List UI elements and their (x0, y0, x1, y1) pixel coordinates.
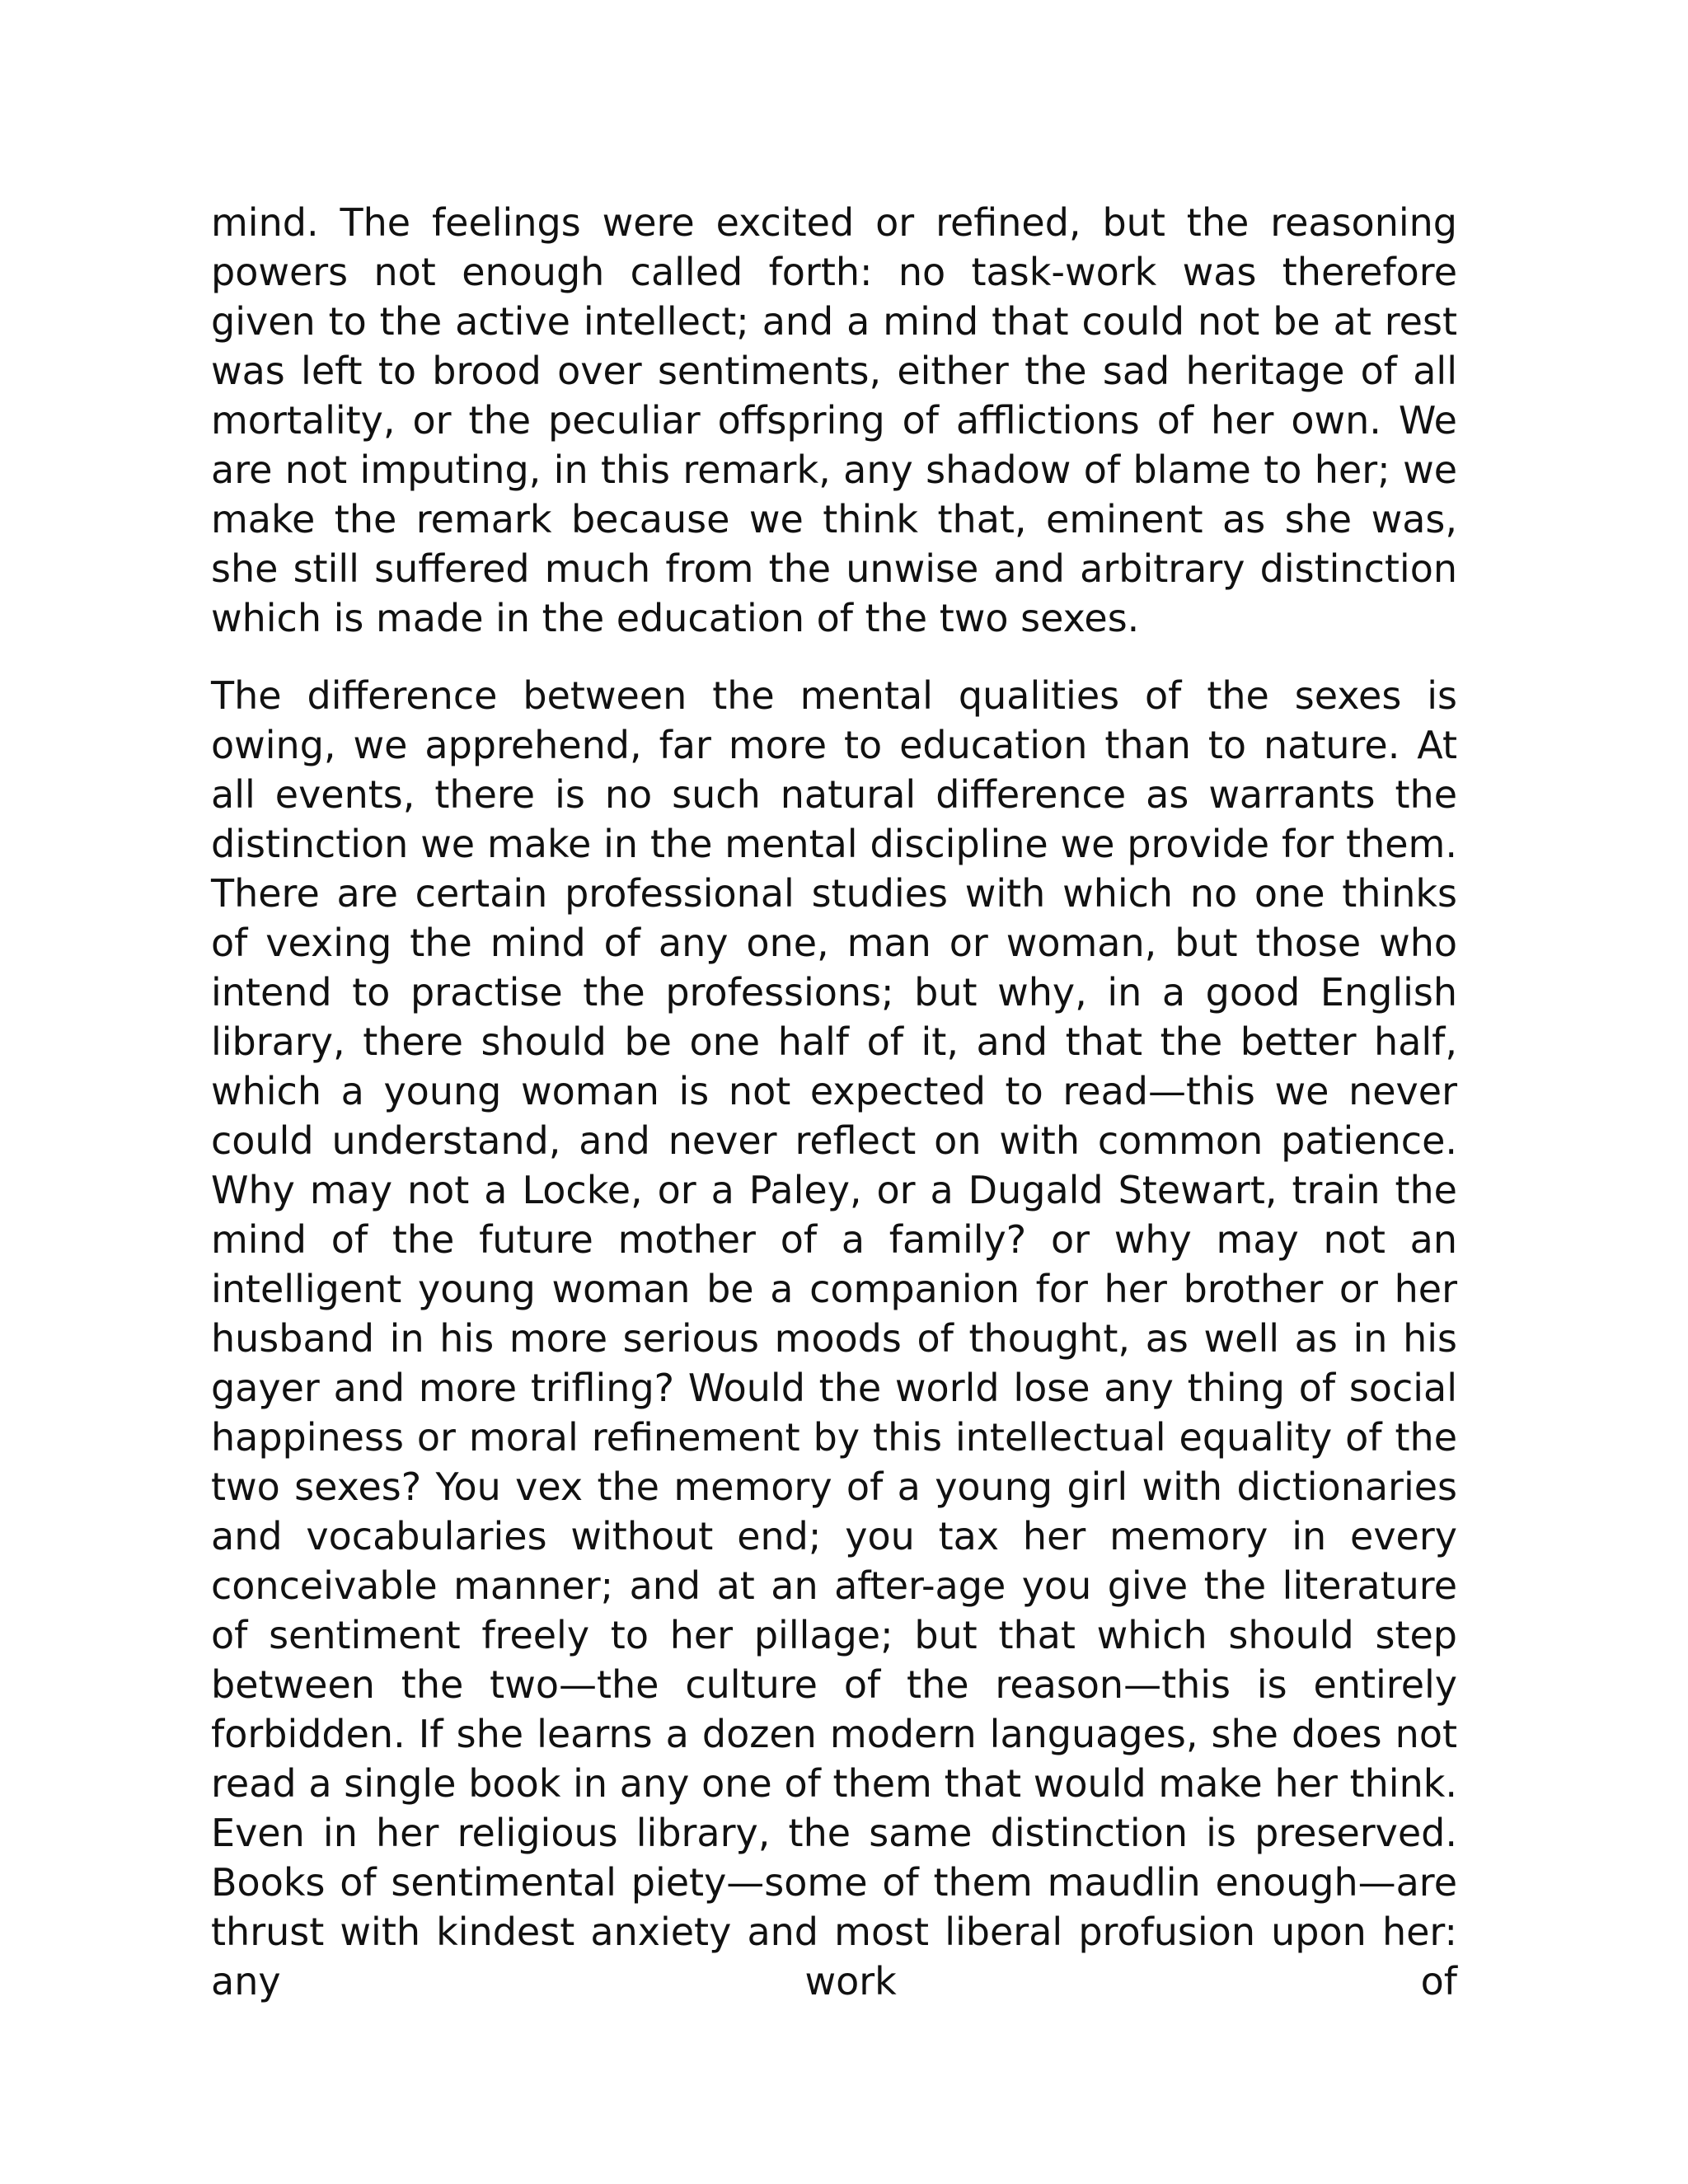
document-page (211, 198, 1457, 2006)
paragraph-2: The difference between the mental qualities of the sexes is owing, we apprehend, far more to education than to nature. At all events, there is no such natural difference as warrants the distinction we make in the mental discipline we provide for them. There are certain professional studies with which no one thinks of vexing the mind of any one, man or woman, but those who intend to practise the professions; but why, in a good English library, there should be one half of it, and that the better half, which a young woman is not expected to read—this we never could understand, and never reflect on with common patience. Why may not a Locke, or a Paley, or a Dugald Stewart, train the mind of the future mother of a family? or why may not an intelligent young woman be a companion for her brother or her husband in his more serious moods of thought, as well as in his gayer and more trifling? Would the world lose any thing of social happiness or moral refinement by this intellectual equality of the two sexes? You vex the memory of a young girl with dictionaries and vocabularies without end; you tax her memory in every conceivable manner; and at an after-age you give the literature of sentiment freely to her pillage; but that which should step between the two—the culture of the reason—this is entirely forbidden. If she learns a dozen modern languages, she does not read a single book in any one of them that would make her think. Even in her religious library, the same distinction is preserved. Books of sentimental piety—some of them maudlin enough—are thrust with kindest anxiety and most liberal profusion upon her: any work of (211, 673, 1457, 2004)
paragraph-1: mind. The feelings were excited or refined, but the reasoning powers not enough called forth: no task-work was therefore given to the active intellect; and a mind that could not be at rest was left to brood over sentiments, either the sad heritage of all mortality, or the peculiar offspring of afflictions of her own. We are not imputing, in this remark, any shadow of blame to her; we make the remark because we think that, eminent as she was, she still suffered much from the unwise and arbitrary distinction which is made in the education of the two sexes. (211, 200, 1457, 640)
